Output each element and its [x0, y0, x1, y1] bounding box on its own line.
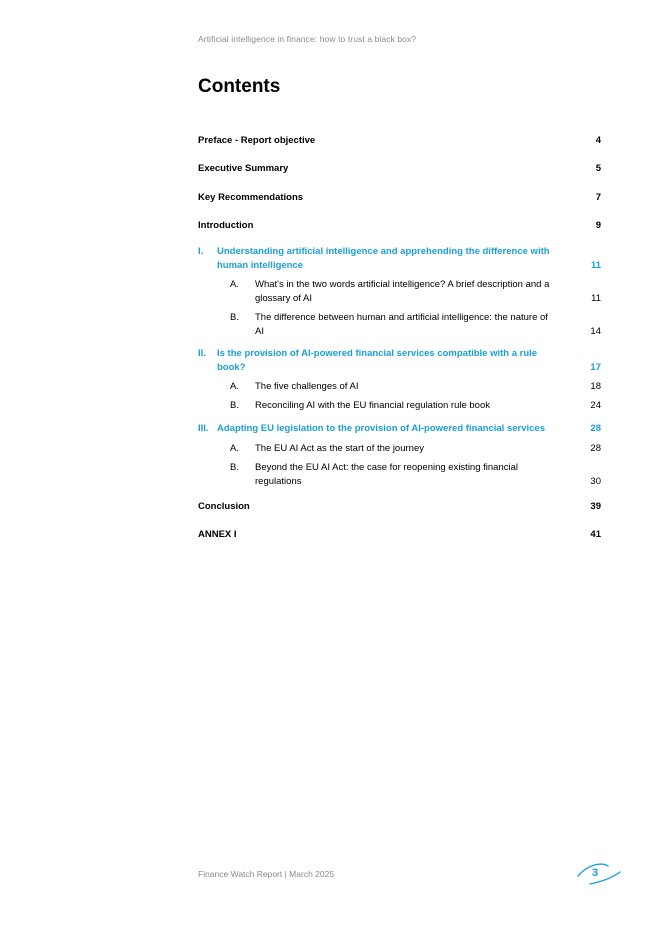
- toc-section-2[interactable]: [198, 347, 601, 374]
- toc-subentry-page: 24: [590, 400, 601, 411]
- toc-subentry-page: 28: [590, 443, 601, 454]
- toc-section-number: II.: [198, 348, 206, 359]
- toc-subentry-page: 30: [590, 475, 601, 487]
- toc-entry-introduction[interactable]: [198, 219, 601, 233]
- toc-section-label: Is the provision of AI-powered financial services compatible with a rule book?: [217, 348, 538, 373]
- toc-entry-label: Conclusion: [198, 501, 250, 512]
- finance-watch-wave-logo-icon: [576, 860, 622, 886]
- toc-subentry-letter: A.: [230, 381, 239, 392]
- toc-subentry-1a[interactable]: [198, 278, 601, 305]
- toc-section-page: 11: [590, 259, 601, 271]
- toc-entry-executive-summary[interactable]: [198, 162, 601, 176]
- running-header: Artificial intelligence in finance: how to trust a black box?: [198, 34, 417, 44]
- toc-subentry-letter: B.: [230, 312, 239, 323]
- toc-entry-page: 39: [590, 501, 601, 512]
- toc-subentry-label: Beyond the EU AI Act: the case for reopening existing financial regulations: [255, 462, 518, 487]
- toc-entry-label: Preface - Report objective: [198, 135, 316, 146]
- toc-section-label: Understanding artificial intelligence and apprehending the difference with human intelligence: [217, 246, 550, 271]
- toc-entry-page: 5: [595, 163, 601, 174]
- toc-section-label: Adapting EU legislation to the provision of AI-powered financial services: [217, 423, 545, 434]
- footer-report-info: Finance Watch Report | March 2025: [198, 869, 335, 879]
- toc-subentry-letter: A.: [230, 279, 239, 290]
- toc-subentry-letter: B.: [230, 462, 239, 473]
- toc-subentry-1b[interactable]: [198, 311, 601, 338]
- toc-entry-conclusion[interactable]: [198, 500, 601, 514]
- toc-section-number: I.: [198, 246, 204, 257]
- toc-section-page: 17: [590, 361, 601, 373]
- toc-entry-page: 4: [595, 135, 601, 146]
- toc-section-number: III.: [198, 423, 209, 434]
- toc-subentry-letter: A.: [230, 443, 239, 454]
- toc-subentry-label: The five challenges of AI: [255, 381, 359, 392]
- toc-entry-page: 7: [595, 192, 601, 203]
- toc-section-page: 28: [590, 423, 601, 434]
- toc-subentry-2b[interactable]: [198, 399, 601, 413]
- toc-subentry-2a[interactable]: [198, 380, 601, 394]
- toc-subentry-3a[interactable]: [198, 442, 601, 456]
- toc-entry-label: Introduction: [198, 220, 254, 231]
- toc-section-3[interactable]: [198, 422, 601, 436]
- toc-entry-annex[interactable]: [198, 528, 601, 542]
- toc-subentry-3b[interactable]: [198, 461, 601, 488]
- page-title: Contents: [198, 76, 281, 97]
- toc-entry-label: Key Recommendations: [198, 192, 304, 203]
- toc-subentry-label: What's in the two words artificial intelligence? A brief description and a glossary of AI: [255, 279, 550, 304]
- toc-subentry-label: The EU AI Act as the start of the journey: [255, 443, 424, 454]
- toc-entry-key-recommendations[interactable]: [198, 191, 601, 205]
- toc-entry-label: ANNEX I: [198, 529, 237, 540]
- page-number: 3: [592, 867, 599, 879]
- toc-subentry-letter: B.: [230, 400, 239, 411]
- toc-entry-page: 9: [595, 220, 601, 231]
- toc-subentry-page: 11: [591, 292, 601, 304]
- toc-subentry-page: 14: [590, 325, 601, 337]
- toc-entry-label: Executive Summary: [198, 163, 289, 174]
- toc-section-1[interactable]: [198, 245, 601, 272]
- toc-entry-preface[interactable]: [198, 134, 601, 148]
- toc-subentry-label: The difference between human and artificial intelligence: the nature of AI: [255, 312, 548, 337]
- toc-entry-page: 41: [590, 529, 601, 540]
- toc-subentry-label: Reconciling AI with the EU financial regulation rule book: [255, 400, 490, 411]
- toc-subentry-page: 18: [590, 381, 601, 392]
